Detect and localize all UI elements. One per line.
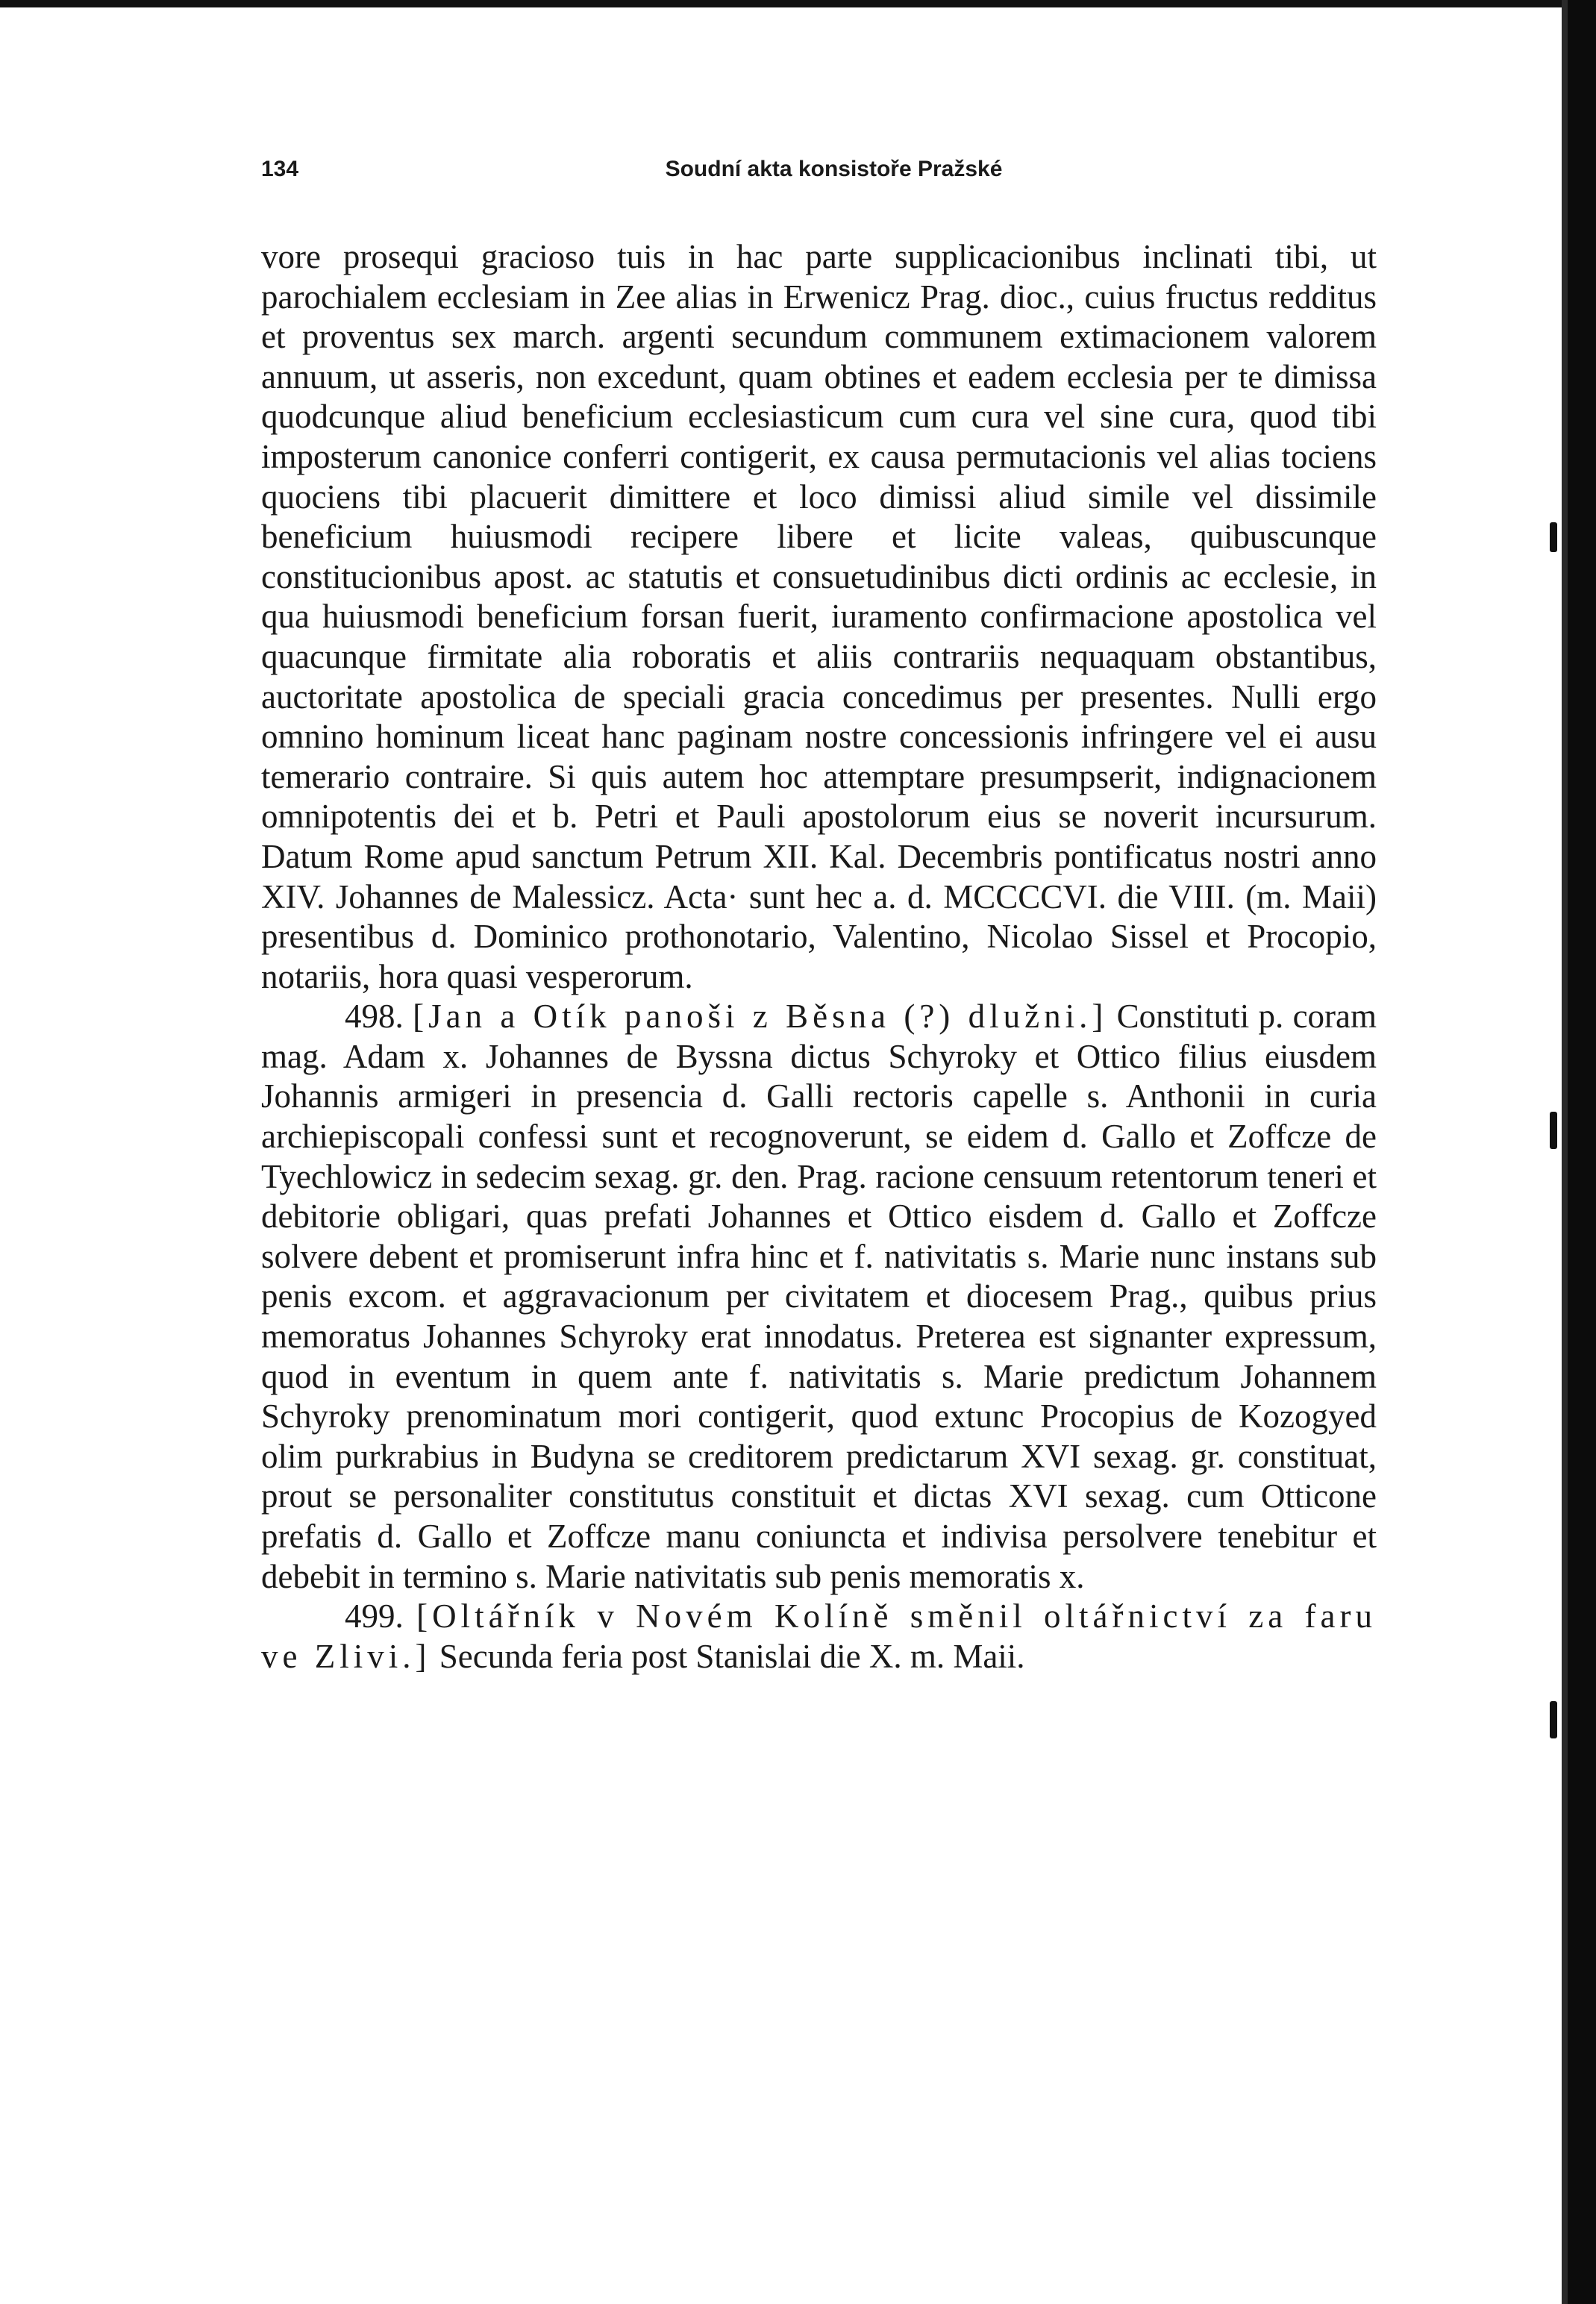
page-number: 134: [261, 157, 299, 181]
scan-border-right-shadow: [1562, 0, 1568, 2304]
scan-mark: [1550, 1112, 1557, 1149]
running-title: Soudní akta konsistoře Pražské: [665, 157, 1003, 181]
scan-mark: [1550, 522, 1557, 552]
entry-499: [261, 1597, 1377, 1677]
entry-number: 498.: [345, 998, 404, 1036]
scan-border-right: [1568, 0, 1596, 2304]
page-body: [261, 237, 1377, 1677]
scan-mark: [1550, 1701, 1557, 1738]
entry-text: Constituti p. coram mag. Adam x. Johannes de Byssna dictus Schyroky et Ottico filius eiusdem Johannis armigeri in presencia d. Galli rectoris capelle s. Anthonii in curia archiepiscopali confessi sunt et recognoverunt, se eidem d. Gallo et Zoffcze de Tyechlowicz in sedecim sexag. gr. den. Prag. racione censuum retentorum teneri et debitorie obligari, quas prefati Johannes et Ottico eisdem d. Gallo et Zoffcze solvere debent et promiserunt infra hinc et f. nativitatis s. Marie nunc instans sub penis excom. et aggravacionum per civitatem et diocesem Prag., quibus prius memoratus Johannes Schyroky erat innodatus. Preterea est signanter expressum, quod in eventum in quem ante f. nativitatis s. Marie predictum Johannem Schyroky prenominatum mori contigerit, quod extunc Procopius de Kozogyed olim purkrabius in Budyna se creditorem predictarum XVI sexag. gr. constituat, prout se personaliter constitutus constituit et dictas XVI sexag. cum Otticone prefatis d. Gallo et Zoffcze manu coniuncta et indivisa persolvere tenebitur et debebit in termino s. Marie nativitatis sub penis memoratis x.: [261, 998, 1377, 1595]
page-header: [261, 157, 1377, 187]
entry-heading: [Oltářník v Novém Kolíně směnil oltářnictví za faru ve Zlivi.]: [261, 1597, 1377, 1675]
entry-number: 499.: [345, 1597, 404, 1635]
entry-text: Secunda feria post Stanislai die X. m. Maii.: [439, 1637, 1025, 1675]
entry-498: [261, 997, 1377, 1597]
continuation-paragraph: vore prosequi gracioso tuis in hac parte supplicacionibus inclinati tibi, ut parochialem ecclesiam in Zee alias in Erwenicz Prag. dioc., cuius fructus redditus et proventus sex march. argenti secundum communem extimacionem valorem annuum, ut asseris, non excedunt, quam obtines et eadem ecclesia per te dimissa quodcunque aliud beneficium ecclesiasticum cum cura vel sine cura, quod tibi imposterum canonice conferri contigerit, ex causa permutacionis vel alias tociens quociens tibi placuerit dimittere et loco dimissi aliud simile vel dissimile beneficium huiusmodi recipere libere et licite valeas, quibuscunque constitucionibus apost. ac statutis et consuetudinibus dicti ordinis ac ecclesie, in qua huiusmodi beneficium forsan fuerit, iuramento confirmacione apostolica vel quacunque firmitate alia roboratis et aliis contrariis nequaquam obstantibus, auctoritate apostolica de speciali gracia concedimus per presentes. Nulli ergo omnino hominum liceat hanc paginam nostre concessionis infringere vel ei ausu temerario contraire. Si quis autem hoc attemptare presumpserit, indignacionem omnipotentis dei et b. Petri et Pauli apostolorum eius se noverit incursurum. Datum Rome apud sanctum Petrum XII. Kal. Decembris pontificatus nostri anno XIV. Johannes de Malessicz. Acta· sunt hec a. d. MCCCCVI. die VIII. (m. Maii) presentibus d. Dominico prothonotario, Valentino, Nicolao Sissel et Procopio, notariis, hora quasi vesperorum.: [261, 238, 1377, 995]
entry-heading: [Jan a Otík panoši z Běsna (?) dlužni.]: [413, 998, 1108, 1036]
scan-border-top: [0, 0, 1596, 7]
